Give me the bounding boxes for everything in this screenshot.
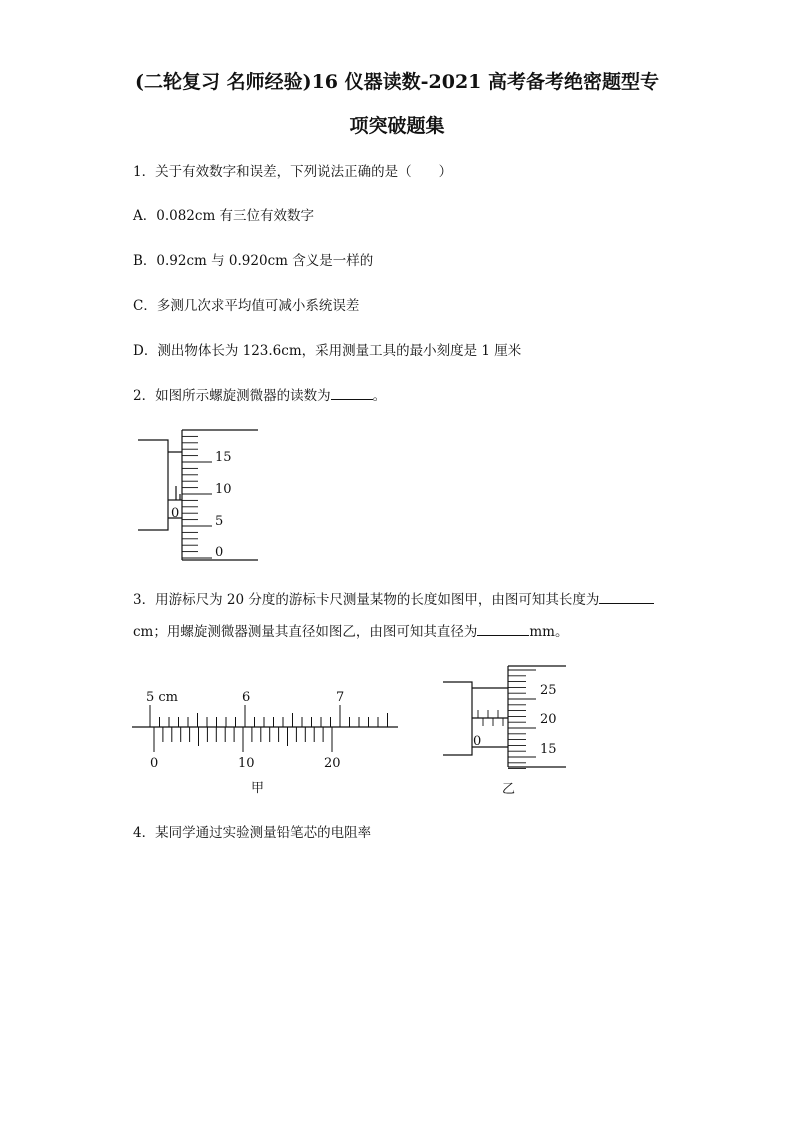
- thimble-label-15-q3: 15: [540, 742, 557, 757]
- question-3-line-2-end: mm。: [529, 624, 569, 640]
- thimble-label-15: 15: [215, 450, 232, 465]
- thimble-label-5: 5: [215, 514, 224, 529]
- document-title-line-1: (二轮复习 名师经验)16 仪器读数-2021 高考备考绝密题型专: [134, 71, 660, 93]
- question-1-option-d: D．测出物体长为 123.6cm，采用测量工具的最小刻度是 1 厘米: [133, 343, 522, 359]
- thimble-label-0: 0: [215, 545, 224, 560]
- question-3-line-2-text: cm；用螺旋测微器测量其直径如图乙，由图可知其直径为: [133, 624, 478, 640]
- question-1-option-c: C．多测几次求平均值可减小系统误差: [133, 298, 360, 314]
- main-scale-label-7: 7: [336, 690, 345, 705]
- question-3-line-1: [133, 590, 654, 609]
- thimble-label-25: 25: [540, 683, 557, 698]
- question-2-stem: [133, 386, 386, 405]
- question-1-option-a: A．0.082cm 有三位有效数字: [133, 208, 315, 224]
- thimble-label-20: 20: [540, 712, 557, 727]
- vernier-caliper-figure: [130, 680, 400, 800]
- question-2-stem-end: 。: [372, 388, 387, 404]
- answer-blank-diameter: [477, 622, 529, 636]
- question-3-line-2: [133, 622, 568, 641]
- question-1-stem: 1．关于有效数字和误差，下列说法正确的是（ ）: [133, 164, 453, 180]
- main-scale-label-6: 6: [242, 690, 251, 705]
- sleeve-label-0: 0: [171, 506, 180, 521]
- question-3-line-1-text: 3．用游标尺为 20 分度的游标卡尺测量某物的长度如图甲，由图可知其长度为: [133, 592, 600, 608]
- vernier-label-20: 20: [324, 756, 341, 771]
- micrometer-figure-q2: [130, 420, 270, 570]
- answer-blank: [331, 386, 373, 400]
- figure-caption-jia: 甲: [251, 781, 265, 796]
- micrometer-figure-q3: [438, 660, 578, 800]
- question-4-stem: 4．某同学通过实验测量铅笔芯的电阻率: [133, 825, 372, 841]
- thimble-label-10: 10: [215, 482, 232, 497]
- vernier-label-10: 10: [238, 756, 255, 771]
- main-scale-label-5cm: 5 cm: [146, 690, 179, 705]
- figure-caption-yi: 乙: [502, 782, 516, 797]
- vernier-label-0: 0: [150, 756, 159, 771]
- answer-blank-length: [599, 590, 654, 604]
- sleeve-label-0-q3: 0: [473, 734, 482, 749]
- question-2-stem-text: 2．如图所示螺旋测微器的读数为: [133, 388, 331, 404]
- document-title-line-2: 项突破题集: [349, 115, 445, 137]
- question-1-option-b: B．0.92cm 与 0.920cm 含义是一样的: [133, 253, 374, 269]
